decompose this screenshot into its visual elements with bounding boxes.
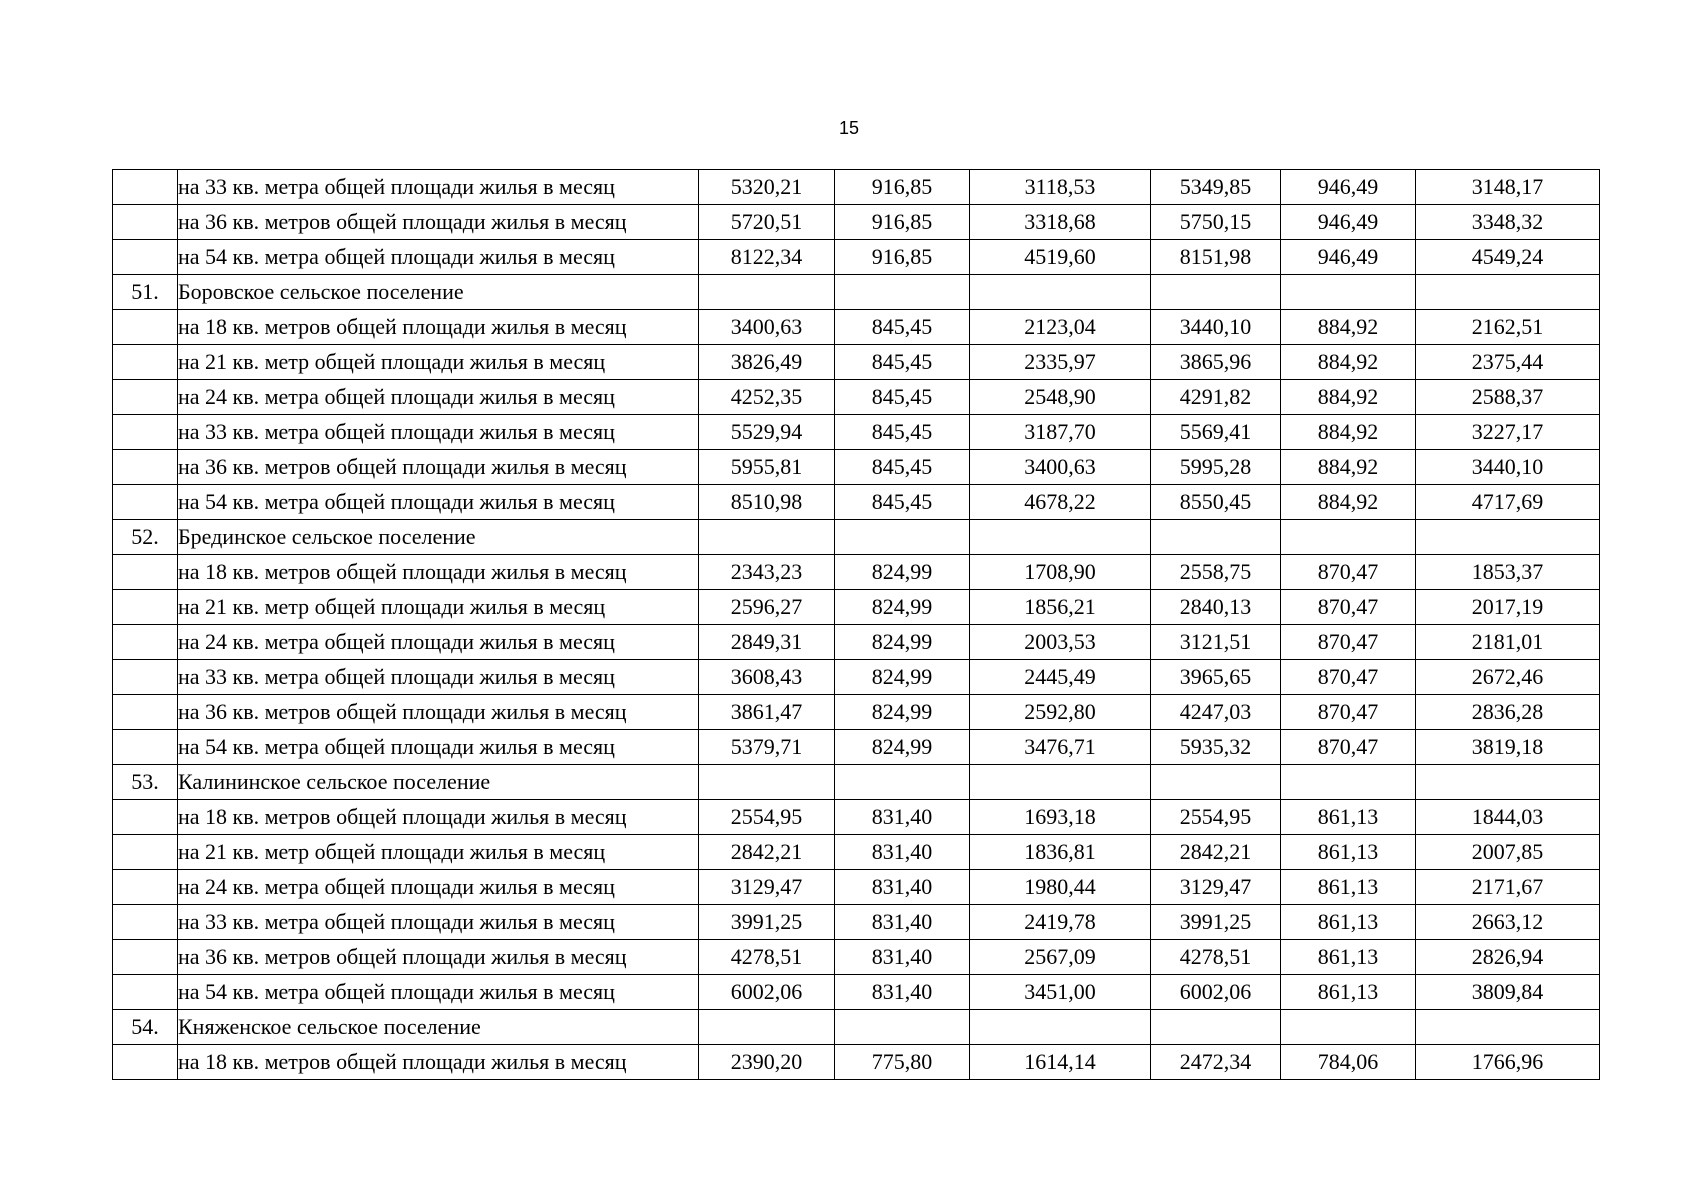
value-cell-col2 bbox=[835, 1010, 970, 1045]
value-cell-col6: 3148,17 bbox=[1416, 170, 1600, 205]
tariff-table bbox=[112, 169, 1600, 1080]
table-row bbox=[113, 590, 1600, 625]
value-cell-col4: 2840,13 bbox=[1151, 590, 1281, 625]
value-cell-col1: 5320,21 bbox=[699, 170, 835, 205]
table-row bbox=[113, 905, 1600, 940]
value-cell-col4: 2472,34 bbox=[1151, 1045, 1281, 1080]
value-cell-col5: 870,47 bbox=[1281, 555, 1416, 590]
area-description-cell: на 24 кв. метра общей площади жилья в месяц bbox=[178, 870, 699, 905]
value-cell-col4: 8151,98 bbox=[1151, 240, 1281, 275]
value-cell-col5 bbox=[1281, 765, 1416, 800]
value-cell-col1 bbox=[699, 1010, 835, 1045]
value-cell-col5 bbox=[1281, 1010, 1416, 1045]
value-cell-col5: 870,47 bbox=[1281, 625, 1416, 660]
value-cell-col4: 5995,28 bbox=[1151, 450, 1281, 485]
table-row bbox=[113, 415, 1600, 450]
value-cell-col1: 2849,31 bbox=[699, 625, 835, 660]
row-number-cell: 51. bbox=[113, 275, 178, 310]
value-cell-col5: 946,49 bbox=[1281, 170, 1416, 205]
value-cell-col3 bbox=[970, 1010, 1151, 1045]
row-number-cell bbox=[113, 170, 178, 205]
value-cell-col2: 916,85 bbox=[835, 170, 970, 205]
area-description-cell: на 36 кв. метров общей площади жилья в месяц bbox=[178, 695, 699, 730]
value-cell-col3: 4519,60 bbox=[970, 240, 1151, 275]
row-number-cell bbox=[113, 835, 178, 870]
value-cell-col2 bbox=[835, 275, 970, 310]
value-cell-col1: 2343,23 bbox=[699, 555, 835, 590]
table-row bbox=[113, 660, 1600, 695]
area-description-cell: на 36 кв. метров общей площади жилья в месяц bbox=[178, 940, 699, 975]
value-cell-col3: 1614,14 bbox=[970, 1045, 1151, 1080]
value-cell-col6: 1853,37 bbox=[1416, 555, 1600, 590]
value-cell-col4: 2842,21 bbox=[1151, 835, 1281, 870]
value-cell-col2: 831,40 bbox=[835, 905, 970, 940]
table-row bbox=[113, 940, 1600, 975]
area-description-cell: на 18 кв. метров общей площади жилья в месяц bbox=[178, 1045, 699, 1080]
value-cell-col2: 831,40 bbox=[835, 870, 970, 905]
value-cell-col4: 3991,25 bbox=[1151, 905, 1281, 940]
value-cell-col1: 2554,95 bbox=[699, 800, 835, 835]
value-cell-col5: 861,13 bbox=[1281, 835, 1416, 870]
area-description-cell: на 21 кв. метр общей площади жилья в месяц bbox=[178, 835, 699, 870]
value-cell-col3 bbox=[970, 275, 1151, 310]
value-cell-col3: 2548,90 bbox=[970, 380, 1151, 415]
value-cell-col3: 2003,53 bbox=[970, 625, 1151, 660]
value-cell-col5: 870,47 bbox=[1281, 590, 1416, 625]
row-number-cell bbox=[113, 975, 178, 1010]
value-cell-col6: 3819,18 bbox=[1416, 730, 1600, 765]
table-row bbox=[113, 870, 1600, 905]
area-description-cell: на 36 кв. метров общей площади жилья в месяц bbox=[178, 450, 699, 485]
section-header-row bbox=[113, 765, 1600, 800]
value-cell-col1 bbox=[699, 275, 835, 310]
value-cell-col6: 2162,51 bbox=[1416, 310, 1600, 345]
area-description-cell: на 33 кв. метра общей площади жилья в месяц bbox=[178, 415, 699, 450]
value-cell-col1: 3826,49 bbox=[699, 345, 835, 380]
value-cell-col5: 870,47 bbox=[1281, 660, 1416, 695]
table-row bbox=[113, 485, 1600, 520]
value-cell-col3: 1856,21 bbox=[970, 590, 1151, 625]
value-cell-col3: 2123,04 bbox=[970, 310, 1151, 345]
table-row bbox=[113, 975, 1600, 1010]
area-description-cell: на 21 кв. метр общей площади жилья в месяц bbox=[178, 345, 699, 380]
value-cell-col6: 2017,19 bbox=[1416, 590, 1600, 625]
row-number-cell bbox=[113, 345, 178, 380]
value-cell-col4 bbox=[1151, 520, 1281, 555]
value-cell-col1: 5720,51 bbox=[699, 205, 835, 240]
value-cell-col2: 845,45 bbox=[835, 485, 970, 520]
value-cell-col1: 5529,94 bbox=[699, 415, 835, 450]
value-cell-col4: 3129,47 bbox=[1151, 870, 1281, 905]
row-number-cell: 53. bbox=[113, 765, 178, 800]
value-cell-col2: 845,45 bbox=[835, 345, 970, 380]
value-cell-col2 bbox=[835, 520, 970, 555]
row-number-cell bbox=[113, 870, 178, 905]
table-row bbox=[113, 800, 1600, 835]
settlement-name-cell: Княженское сельское поселение bbox=[178, 1010, 699, 1045]
value-cell-col1: 4278,51 bbox=[699, 940, 835, 975]
value-cell-col3: 1980,44 bbox=[970, 870, 1151, 905]
section-header-row bbox=[113, 1010, 1600, 1045]
value-cell-col3: 2592,80 bbox=[970, 695, 1151, 730]
value-cell-col5: 884,92 bbox=[1281, 450, 1416, 485]
area-description-cell: на 36 кв. метров общей площади жилья в месяц bbox=[178, 205, 699, 240]
table-row bbox=[113, 310, 1600, 345]
value-cell-col1: 2596,27 bbox=[699, 590, 835, 625]
value-cell-col2: 831,40 bbox=[835, 835, 970, 870]
row-number-cell bbox=[113, 940, 178, 975]
value-cell-col2: 775,80 bbox=[835, 1045, 970, 1080]
value-cell-col3: 1708,90 bbox=[970, 555, 1151, 590]
value-cell-col2: 916,85 bbox=[835, 240, 970, 275]
area-description-cell: на 54 кв. метра общей площади жилья в месяц bbox=[178, 975, 699, 1010]
value-cell-col1: 3400,63 bbox=[699, 310, 835, 345]
value-cell-col2: 824,99 bbox=[835, 625, 970, 660]
row-number-cell bbox=[113, 625, 178, 660]
table-row bbox=[113, 170, 1600, 205]
area-description-cell: на 18 кв. метров общей площади жилья в месяц bbox=[178, 310, 699, 345]
value-cell-col6: 3440,10 bbox=[1416, 450, 1600, 485]
value-cell-col4 bbox=[1151, 765, 1281, 800]
value-cell-col6 bbox=[1416, 275, 1600, 310]
value-cell-col6: 2663,12 bbox=[1416, 905, 1600, 940]
table-row bbox=[113, 695, 1600, 730]
table-row bbox=[113, 625, 1600, 660]
value-cell-col1: 5379,71 bbox=[699, 730, 835, 765]
value-cell-col2: 824,99 bbox=[835, 555, 970, 590]
value-cell-col3: 3451,00 bbox=[970, 975, 1151, 1010]
value-cell-col5: 946,49 bbox=[1281, 240, 1416, 275]
value-cell-col2: 824,99 bbox=[835, 695, 970, 730]
row-number-cell bbox=[113, 205, 178, 240]
value-cell-col4: 2558,75 bbox=[1151, 555, 1281, 590]
row-number-cell bbox=[113, 1045, 178, 1080]
value-cell-col4: 6002,06 bbox=[1151, 975, 1281, 1010]
value-cell-col3: 3400,63 bbox=[970, 450, 1151, 485]
value-cell-col5: 884,92 bbox=[1281, 380, 1416, 415]
value-cell-col4 bbox=[1151, 1010, 1281, 1045]
value-cell-col4 bbox=[1151, 275, 1281, 310]
area-description-cell: на 33 кв. метра общей площади жилья в месяц bbox=[178, 660, 699, 695]
row-number-cell bbox=[113, 590, 178, 625]
table-row bbox=[113, 555, 1600, 590]
table-row bbox=[113, 730, 1600, 765]
table-row bbox=[113, 240, 1600, 275]
area-description-cell: на 54 кв. метра общей площади жилья в месяц bbox=[178, 485, 699, 520]
value-cell-col4: 5569,41 bbox=[1151, 415, 1281, 450]
value-cell-col1: 4252,35 bbox=[699, 380, 835, 415]
value-cell-col1: 8122,34 bbox=[699, 240, 835, 275]
area-description-cell: на 54 кв. метра общей площади жилья в месяц bbox=[178, 240, 699, 275]
value-cell-col1: 3129,47 bbox=[699, 870, 835, 905]
table-row bbox=[113, 1045, 1600, 1080]
row-number-cell: 52. bbox=[113, 520, 178, 555]
row-number-cell bbox=[113, 380, 178, 415]
value-cell-col4: 3121,51 bbox=[1151, 625, 1281, 660]
value-cell-col2: 824,99 bbox=[835, 660, 970, 695]
value-cell-col5: 884,92 bbox=[1281, 415, 1416, 450]
value-cell-col5: 861,13 bbox=[1281, 975, 1416, 1010]
value-cell-col6: 4717,69 bbox=[1416, 485, 1600, 520]
value-cell-col4: 3440,10 bbox=[1151, 310, 1281, 345]
value-cell-col1: 3608,43 bbox=[699, 660, 835, 695]
value-cell-col1: 6002,06 bbox=[699, 975, 835, 1010]
table-row bbox=[113, 205, 1600, 240]
value-cell-col4: 4278,51 bbox=[1151, 940, 1281, 975]
value-cell-col2 bbox=[835, 765, 970, 800]
value-cell-col2: 845,45 bbox=[835, 415, 970, 450]
value-cell-col1 bbox=[699, 765, 835, 800]
area-description-cell: на 54 кв. метра общей площади жилья в месяц bbox=[178, 730, 699, 765]
settlement-name-cell: Брединское сельское поселение bbox=[178, 520, 699, 555]
value-cell-col1: 3861,47 bbox=[699, 695, 835, 730]
row-number-cell bbox=[113, 695, 178, 730]
value-cell-col4: 3965,65 bbox=[1151, 660, 1281, 695]
value-cell-col6: 2181,01 bbox=[1416, 625, 1600, 660]
table-row bbox=[113, 380, 1600, 415]
value-cell-col3: 1836,81 bbox=[970, 835, 1151, 870]
value-cell-col6 bbox=[1416, 765, 1600, 800]
row-number-cell bbox=[113, 415, 178, 450]
value-cell-col3: 4678,22 bbox=[970, 485, 1151, 520]
value-cell-col2: 916,85 bbox=[835, 205, 970, 240]
value-cell-col5: 884,92 bbox=[1281, 345, 1416, 380]
row-number-cell bbox=[113, 240, 178, 275]
value-cell-col6: 2588,37 bbox=[1416, 380, 1600, 415]
value-cell-col4: 2554,95 bbox=[1151, 800, 1281, 835]
table-row bbox=[113, 450, 1600, 485]
settlement-name-cell: Боровское сельское поселение bbox=[178, 275, 699, 310]
value-cell-col6: 4549,24 bbox=[1416, 240, 1600, 275]
row-number-cell bbox=[113, 450, 178, 485]
value-cell-col4: 5750,15 bbox=[1151, 205, 1281, 240]
row-number-cell bbox=[113, 310, 178, 345]
value-cell-col1: 2390,20 bbox=[699, 1045, 835, 1080]
value-cell-col3: 2445,49 bbox=[970, 660, 1151, 695]
value-cell-col5: 884,92 bbox=[1281, 310, 1416, 345]
value-cell-col2: 824,99 bbox=[835, 590, 970, 625]
value-cell-col1 bbox=[699, 520, 835, 555]
section-header-row bbox=[113, 520, 1600, 555]
row-number-cell bbox=[113, 485, 178, 520]
table-row bbox=[113, 345, 1600, 380]
row-number-cell: 54. bbox=[113, 1010, 178, 1045]
value-cell-col2: 845,45 bbox=[835, 450, 970, 485]
row-number-cell bbox=[113, 905, 178, 940]
value-cell-col3: 1693,18 bbox=[970, 800, 1151, 835]
value-cell-col5: 884,92 bbox=[1281, 485, 1416, 520]
value-cell-col3: 3476,71 bbox=[970, 730, 1151, 765]
value-cell-col5 bbox=[1281, 275, 1416, 310]
value-cell-col2: 831,40 bbox=[835, 975, 970, 1010]
value-cell-col1: 3991,25 bbox=[699, 905, 835, 940]
value-cell-col2: 845,45 bbox=[835, 380, 970, 415]
value-cell-col6 bbox=[1416, 1010, 1600, 1045]
area-description-cell: на 33 кв. метра общей площади жилья в месяц bbox=[178, 170, 699, 205]
value-cell-col3: 3187,70 bbox=[970, 415, 1151, 450]
row-number-cell bbox=[113, 555, 178, 590]
value-cell-col4: 4291,82 bbox=[1151, 380, 1281, 415]
value-cell-col4: 8550,45 bbox=[1151, 485, 1281, 520]
value-cell-col5: 946,49 bbox=[1281, 205, 1416, 240]
area-description-cell: на 24 кв. метра общей площади жилья в месяц bbox=[178, 380, 699, 415]
value-cell-col3 bbox=[970, 520, 1151, 555]
value-cell-col6 bbox=[1416, 520, 1600, 555]
table-body bbox=[113, 170, 1600, 1080]
value-cell-col5: 861,13 bbox=[1281, 940, 1416, 975]
value-cell-col5: 861,13 bbox=[1281, 800, 1416, 835]
value-cell-col6: 2171,67 bbox=[1416, 870, 1600, 905]
value-cell-col2: 824,99 bbox=[835, 730, 970, 765]
value-cell-col3: 2567,09 bbox=[970, 940, 1151, 975]
value-cell-col6: 2826,94 bbox=[1416, 940, 1600, 975]
value-cell-col6: 1844,03 bbox=[1416, 800, 1600, 835]
value-cell-col3: 2335,97 bbox=[970, 345, 1151, 380]
area-description-cell: на 18 кв. метров общей площади жилья в месяц bbox=[178, 555, 699, 590]
value-cell-col2: 831,40 bbox=[835, 940, 970, 975]
value-cell-col4: 5349,85 bbox=[1151, 170, 1281, 205]
value-cell-col3: 3118,53 bbox=[970, 170, 1151, 205]
value-cell-col6: 3227,17 bbox=[1416, 415, 1600, 450]
section-header-row bbox=[113, 275, 1600, 310]
value-cell-col4: 3865,96 bbox=[1151, 345, 1281, 380]
value-cell-col1: 2842,21 bbox=[699, 835, 835, 870]
area-description-cell: на 24 кв. метра общей площади жилья в месяц bbox=[178, 625, 699, 660]
row-number-cell bbox=[113, 800, 178, 835]
value-cell-col1: 5955,81 bbox=[699, 450, 835, 485]
value-cell-col1: 8510,98 bbox=[699, 485, 835, 520]
value-cell-col6: 2007,85 bbox=[1416, 835, 1600, 870]
value-cell-col5: 870,47 bbox=[1281, 730, 1416, 765]
value-cell-col5: 861,13 bbox=[1281, 905, 1416, 940]
value-cell-col3: 2419,78 bbox=[970, 905, 1151, 940]
value-cell-col6: 3348,32 bbox=[1416, 205, 1600, 240]
area-description-cell: на 18 кв. метров общей площади жилья в месяц bbox=[178, 800, 699, 835]
area-description-cell: на 21 кв. метр общей площади жилья в месяц bbox=[178, 590, 699, 625]
value-cell-col5: 784,06 bbox=[1281, 1045, 1416, 1080]
value-cell-col2: 845,45 bbox=[835, 310, 970, 345]
page-number: 15 bbox=[838, 118, 860, 138]
value-cell-col6: 2375,44 bbox=[1416, 345, 1600, 380]
area-description-cell: на 33 кв. метра общей площади жилья в месяц bbox=[178, 905, 699, 940]
value-cell-col3 bbox=[970, 765, 1151, 800]
value-cell-col4: 5935,32 bbox=[1151, 730, 1281, 765]
value-cell-col3: 3318,68 bbox=[970, 205, 1151, 240]
table-row bbox=[113, 835, 1600, 870]
value-cell-col5 bbox=[1281, 520, 1416, 555]
value-cell-col6: 2836,28 bbox=[1416, 695, 1600, 730]
value-cell-col4: 4247,03 bbox=[1151, 695, 1281, 730]
value-cell-col6: 3809,84 bbox=[1416, 975, 1600, 1010]
value-cell-col6: 2672,46 bbox=[1416, 660, 1600, 695]
value-cell-col5: 861,13 bbox=[1281, 870, 1416, 905]
value-cell-col5: 870,47 bbox=[1281, 695, 1416, 730]
value-cell-col6: 1766,96 bbox=[1416, 1045, 1600, 1080]
settlement-name-cell: Калининское сельское поселение bbox=[178, 765, 699, 800]
value-cell-col2: 831,40 bbox=[835, 800, 970, 835]
row-number-cell bbox=[113, 730, 178, 765]
row-number-cell bbox=[113, 660, 178, 695]
